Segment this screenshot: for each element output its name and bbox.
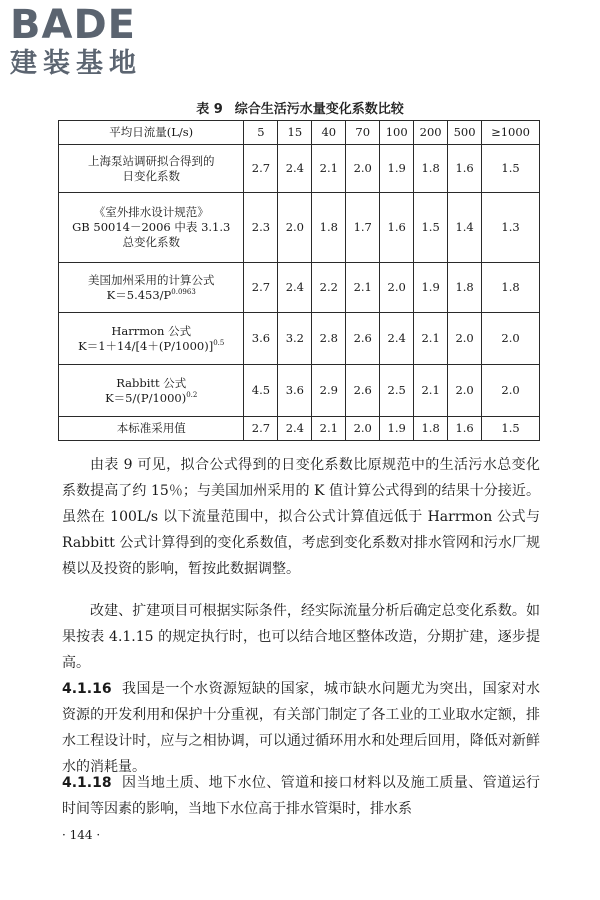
table-header-row <box>59 121 540 145</box>
table-title: 综合生活污水量变化系数比较 <box>234 102 404 117</box>
table-row-gb50014 <box>59 193 540 263</box>
table-row-adopted <box>59 417 540 441</box>
paragraph-table-analysis: 由表 9 可见，拟合公式得到的日变化系数比原规范中的生活污水总变化系数提高了约 15％；与美国加州采用的 K 值计算公式得到的结果十分接近。虽然在 100L/s 以下流量范围中，拟合公式计算值远低于 Harrmon 公式与 Rabbitt 公式计算得到的变化系数值，考虑到变化系数对排水管网和污水厂规模以及投资的影响，暂按此数据调整。 <box>62 457 540 577</box>
table-cell: 1.8 <box>312 193 346 263</box>
table-cell: 2.0 <box>346 417 380 441</box>
formula <box>60 288 242 303</box>
formula <box>60 391 242 406</box>
formula-text: K＝5/(P/1000) <box>105 390 187 405</box>
logo-brand: BADE <box>10 2 136 48</box>
header-flow: 500 <box>448 121 482 145</box>
row-label <box>59 365 244 417</box>
table-cell: 1.5 <box>414 193 448 263</box>
table-cell: 2.0 <box>380 263 414 313</box>
site-logo <box>10 4 185 80</box>
table-cell: 1.8 <box>448 263 482 313</box>
clause-number: 4.1.18 <box>62 775 112 791</box>
table-cell: 1.7 <box>346 193 380 263</box>
row-label-line: 上海泵站调研拟合得到的 <box>87 153 215 168</box>
table-row-shanghai <box>59 145 540 193</box>
table-cell: 2.6 <box>346 313 380 365</box>
paragraph-renovation: 改建、扩建项目可根据实际条件，经实际流量分析后确定总变化系数。如果按表 4.1.15 的规定执行时，也可以结合地区整体改造，分期扩建，逐步提高。 <box>62 603 540 671</box>
table-cell: 1.8 <box>482 263 540 313</box>
row-label <box>59 193 244 263</box>
table-cell: 1.3 <box>482 193 540 263</box>
table-cell: 2.0 <box>448 365 482 417</box>
table-cell: 1.5 <box>482 417 540 441</box>
table-cell: 2.0 <box>278 193 312 263</box>
logo-subtitle: 建装基地 <box>10 48 142 79</box>
table-cell: 2.7 <box>244 417 278 441</box>
table-cell: 2.0 <box>346 145 380 193</box>
header-flow: 15 <box>278 121 312 145</box>
header-flow: ≥1000 <box>482 121 540 145</box>
table-cell: 2.4 <box>380 313 414 365</box>
table-cell: 2.1 <box>414 365 448 417</box>
row-label-line: 总变化系数 <box>122 235 180 249</box>
row-label-line: Rabbitt 公式 <box>116 375 187 390</box>
table-cell: 1.6 <box>380 193 414 263</box>
formula-exponent: 0.2 <box>186 390 198 399</box>
clause-text: 因当地土质、地下水位、管道和接口材料以及施工质量、管道运行时间等因素的影响，当地下水位高于排水管渠时，排水系 <box>62 775 540 817</box>
table-row-california <box>59 263 540 313</box>
page-number: · 144 · <box>62 828 101 842</box>
row-label-line: Harrmon 公式 <box>111 323 192 338</box>
row-label: 本标准采用值 <box>59 417 244 441</box>
table-cell: 2.1 <box>312 145 346 193</box>
table-cell: 1.9 <box>380 145 414 193</box>
clause-number: 4.1.16 <box>62 681 112 697</box>
table-cell: 2.2 <box>312 263 346 313</box>
table-row-rabbitt <box>59 365 540 417</box>
table-cell: 2.7 <box>244 263 278 313</box>
header-flow: 100 <box>380 121 414 145</box>
coefficient-table <box>58 120 540 441</box>
header-flow: 40 <box>312 121 346 145</box>
table-cell: 2.6 <box>346 365 380 417</box>
table-cell: 1.4 <box>448 193 482 263</box>
header-label: 平均日流量(L/s) <box>59 121 244 145</box>
table-cell: 3.6 <box>244 313 278 365</box>
table-cell: 2.4 <box>278 263 312 313</box>
table-cell: 2.4 <box>278 145 312 193</box>
table-cell: 2.3 <box>244 193 278 263</box>
header-flow: 70 <box>346 121 380 145</box>
header-flow: 200 <box>414 121 448 145</box>
header-flow: 5 <box>244 121 278 145</box>
clause-text: 我国是一个水资源短缺的国家，城市缺水问题尤为突出，国家对水资源的开发利用和保护十分重视，有关部门制定了各工业的工业取水定额，排水工程设计时，应与之相协调，可以通过循环用水和处理后回用，降低对新鲜水的消耗量。 <box>62 681 540 775</box>
row-label <box>59 263 244 313</box>
table-cell: 2.9 <box>312 365 346 417</box>
table-cell: 2.5 <box>380 365 414 417</box>
row-label <box>59 313 244 365</box>
table-cell: 2.4 <box>278 417 312 441</box>
clause-4-1-18 <box>62 770 540 822</box>
formula-exponent: 0.5 <box>213 338 225 347</box>
table-cell: 2.0 <box>482 313 540 365</box>
table-cell: 4.5 <box>244 365 278 417</box>
table-number: 表 9 <box>196 102 223 117</box>
formula-text: K＝1＋14/[4＋(P/1000)] <box>78 338 214 353</box>
table-cell: 2.0 <box>482 365 540 417</box>
table-cell: 2.1 <box>346 263 380 313</box>
table-cell: 2.1 <box>414 313 448 365</box>
table-cell: 1.9 <box>414 263 448 313</box>
table-cell: 2.7 <box>244 145 278 193</box>
table-cell: 1.9 <box>380 417 414 441</box>
table-cell: 1.6 <box>448 417 482 441</box>
row-label-line: 美国加州采用的计算公式 <box>87 272 215 287</box>
row-label-line: GB 50014－2006 中表 3.1.3 <box>72 220 231 234</box>
table-cell: 3.6 <box>278 365 312 417</box>
table-cell: 2.8 <box>312 313 346 365</box>
row-label-line: 《室外排水设计规范》 <box>93 205 209 219</box>
table-cell: 1.8 <box>414 145 448 193</box>
table-cell: 3.2 <box>278 313 312 365</box>
table-cell: 1.8 <box>414 417 448 441</box>
table-row-harrmon <box>59 313 540 365</box>
clause-4-1-16 <box>62 676 540 780</box>
formula-text: K＝5.453/P <box>106 287 172 302</box>
table-cell: 2.0 <box>448 313 482 365</box>
table-cell: 1.5 <box>482 145 540 193</box>
formula-exponent: 0.0963 <box>171 287 196 296</box>
table-caption <box>0 98 600 117</box>
row-label <box>59 145 244 193</box>
row-label-line: 日变化系数 <box>122 168 180 183</box>
table-cell: 2.1 <box>312 417 346 441</box>
table-cell: 1.6 <box>448 145 482 193</box>
formula <box>60 339 242 354</box>
